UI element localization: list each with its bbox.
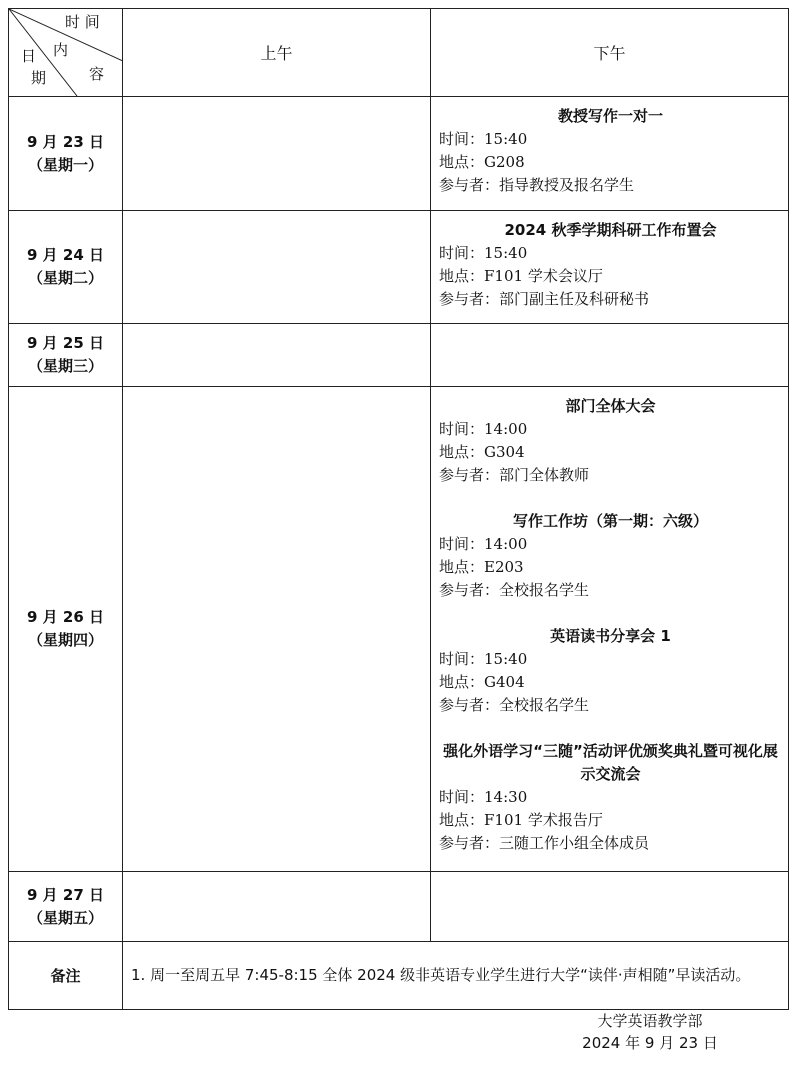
event-participants-value: 三随工作小组全体成员 (499, 834, 650, 852)
day-date: 9 月 24 日 (27, 246, 104, 264)
event-participants-label: 参与者： (439, 834, 500, 852)
event-place-label: 地点： (439, 443, 485, 461)
am-cell (123, 872, 431, 942)
event-participants (439, 694, 782, 717)
diagonal-header-cell (9, 9, 123, 97)
event-participants-label: 参与者： (439, 696, 500, 714)
event-time-value: 14:00 (484, 420, 528, 438)
event-time-value: 15:40 (484, 244, 528, 262)
diag-content-label-1: 内 (53, 41, 69, 59)
event-place-label: 地点： (439, 267, 485, 285)
event-time (439, 786, 782, 809)
event-participants-value: 部门副主任及科研秘书 (499, 290, 650, 308)
day-weekday: （星期五） (27, 908, 103, 927)
day-cell (9, 872, 123, 942)
event (439, 510, 782, 602)
am-cell (123, 97, 431, 211)
event-place (439, 809, 782, 832)
event-participants-label: 参与者： (439, 290, 500, 308)
event-place-label: 地点： (439, 558, 485, 576)
event-place-label: 地点： (439, 673, 485, 691)
event-time (439, 128, 782, 151)
am-column-header: 上午 (123, 9, 431, 97)
footer-date: 2024 年 9 月 23 日 (582, 1034, 718, 1052)
event-place-value: E203 (484, 558, 524, 576)
diag-date-label-1: 日 (21, 47, 37, 65)
notes-label: 备注 (9, 942, 123, 1010)
event-participants-value: 部门全体教师 (499, 466, 590, 484)
day-date: 9 月 25 日 (27, 334, 104, 352)
day-cell (9, 97, 123, 211)
schedule-table (8, 8, 789, 1010)
am-cell (123, 324, 431, 387)
event (439, 105, 782, 197)
event-time-value: 15:40 (484, 650, 528, 668)
day-date: 9 月 23 日 (27, 132, 104, 151)
event-title: 强化外语学习“三随”活动评优颁奖典礼暨可视化展示交流会 (443, 742, 778, 783)
day-cell (9, 211, 123, 324)
day-cell (9, 387, 123, 872)
day-row (9, 387, 789, 872)
event-time (439, 418, 782, 441)
event-participants-value: 全校报名学生 (499, 581, 590, 599)
notes-row (9, 942, 789, 1010)
day-row (9, 324, 789, 387)
event-time (439, 648, 782, 671)
day-date: 9 月 27 日 (27, 885, 104, 904)
event-time-value: 14:00 (484, 535, 528, 553)
pm-cell (431, 324, 789, 387)
day-row (9, 211, 789, 324)
event-title: 教授写作一对一 (557, 107, 663, 125)
event-time-label: 时间： (439, 420, 485, 438)
event-place (439, 671, 782, 694)
event-place (439, 556, 782, 579)
diag-date-label-2: 期 (31, 69, 47, 87)
event-participants (439, 832, 782, 855)
footer-signature (560, 1010, 740, 1054)
day-weekday: （星期二） (27, 269, 103, 287)
day-row (9, 872, 789, 942)
event-place-value: F101 学术报告厅 (484, 811, 603, 829)
event-participants (439, 579, 782, 602)
pm-cell (431, 387, 789, 872)
event (439, 740, 782, 855)
day-cell (9, 324, 123, 387)
event-time (439, 533, 782, 556)
event-participants (439, 288, 782, 311)
event-time-value: 15:40 (484, 130, 528, 148)
event (439, 219, 782, 311)
event-title: 部门全体大会 (565, 397, 656, 415)
day-weekday: （星期四） (27, 631, 103, 649)
notes-text: 1. 周一至周五早 7:45-8:15 全体 2024 级非英语专业学生进行大学“读伴·声相随”早读活动。 (123, 942, 789, 1010)
event-time-label: 时间： (439, 535, 485, 553)
event-title: 写作工作坊（第一期：六级） (512, 512, 708, 530)
event-place-value: G404 (484, 673, 525, 691)
footer-org: 大学英语教学部 (597, 1012, 703, 1030)
day-row (9, 97, 789, 211)
event-participants-label: 参与者： (439, 176, 500, 194)
event (439, 625, 782, 717)
am-cell (123, 387, 431, 872)
event (439, 395, 782, 487)
event-place (439, 151, 782, 174)
event-title: 2024 秋季学期科研工作布置会 (504, 221, 717, 239)
event-participants-label: 参与者： (439, 581, 500, 599)
event-participants-value: 全校报名学生 (499, 696, 590, 714)
event-participants-label: 参与者： (439, 466, 500, 484)
day-weekday: （星期三） (27, 357, 103, 375)
pm-cell (431, 97, 789, 211)
event-place-value: F101 学术会议厅 (484, 267, 603, 285)
event-time-label: 时间： (439, 244, 485, 262)
event-participants (439, 174, 782, 197)
event-place-value: G304 (484, 443, 525, 461)
event-place-value: G208 (484, 153, 525, 171)
event-place-label: 地点： (439, 811, 485, 829)
event-place (439, 441, 782, 464)
day-date: 9 月 26 日 (27, 608, 104, 626)
event-title: 英语读书分享会 1 (550, 627, 671, 645)
event-participants-value: 指导教授及报名学生 (499, 176, 635, 194)
pm-column-header: 下午 (431, 9, 789, 97)
diag-time-label: 时 间 (65, 13, 100, 31)
pm-cell (431, 211, 789, 324)
day-weekday: （星期一） (27, 155, 103, 174)
am-cell (123, 211, 431, 324)
pm-cell (431, 872, 789, 942)
event-time-label: 时间： (439, 130, 485, 148)
event-time-label: 时间： (439, 650, 485, 668)
event-place-label: 地点： (439, 153, 485, 171)
event-participants (439, 464, 782, 487)
diag-content-label-2: 容 (89, 65, 105, 83)
event-time-label: 时间： (439, 788, 485, 806)
event-place (439, 265, 782, 288)
header-row (9, 9, 789, 97)
event-time (439, 242, 782, 265)
event-time-value: 14:30 (484, 788, 528, 806)
